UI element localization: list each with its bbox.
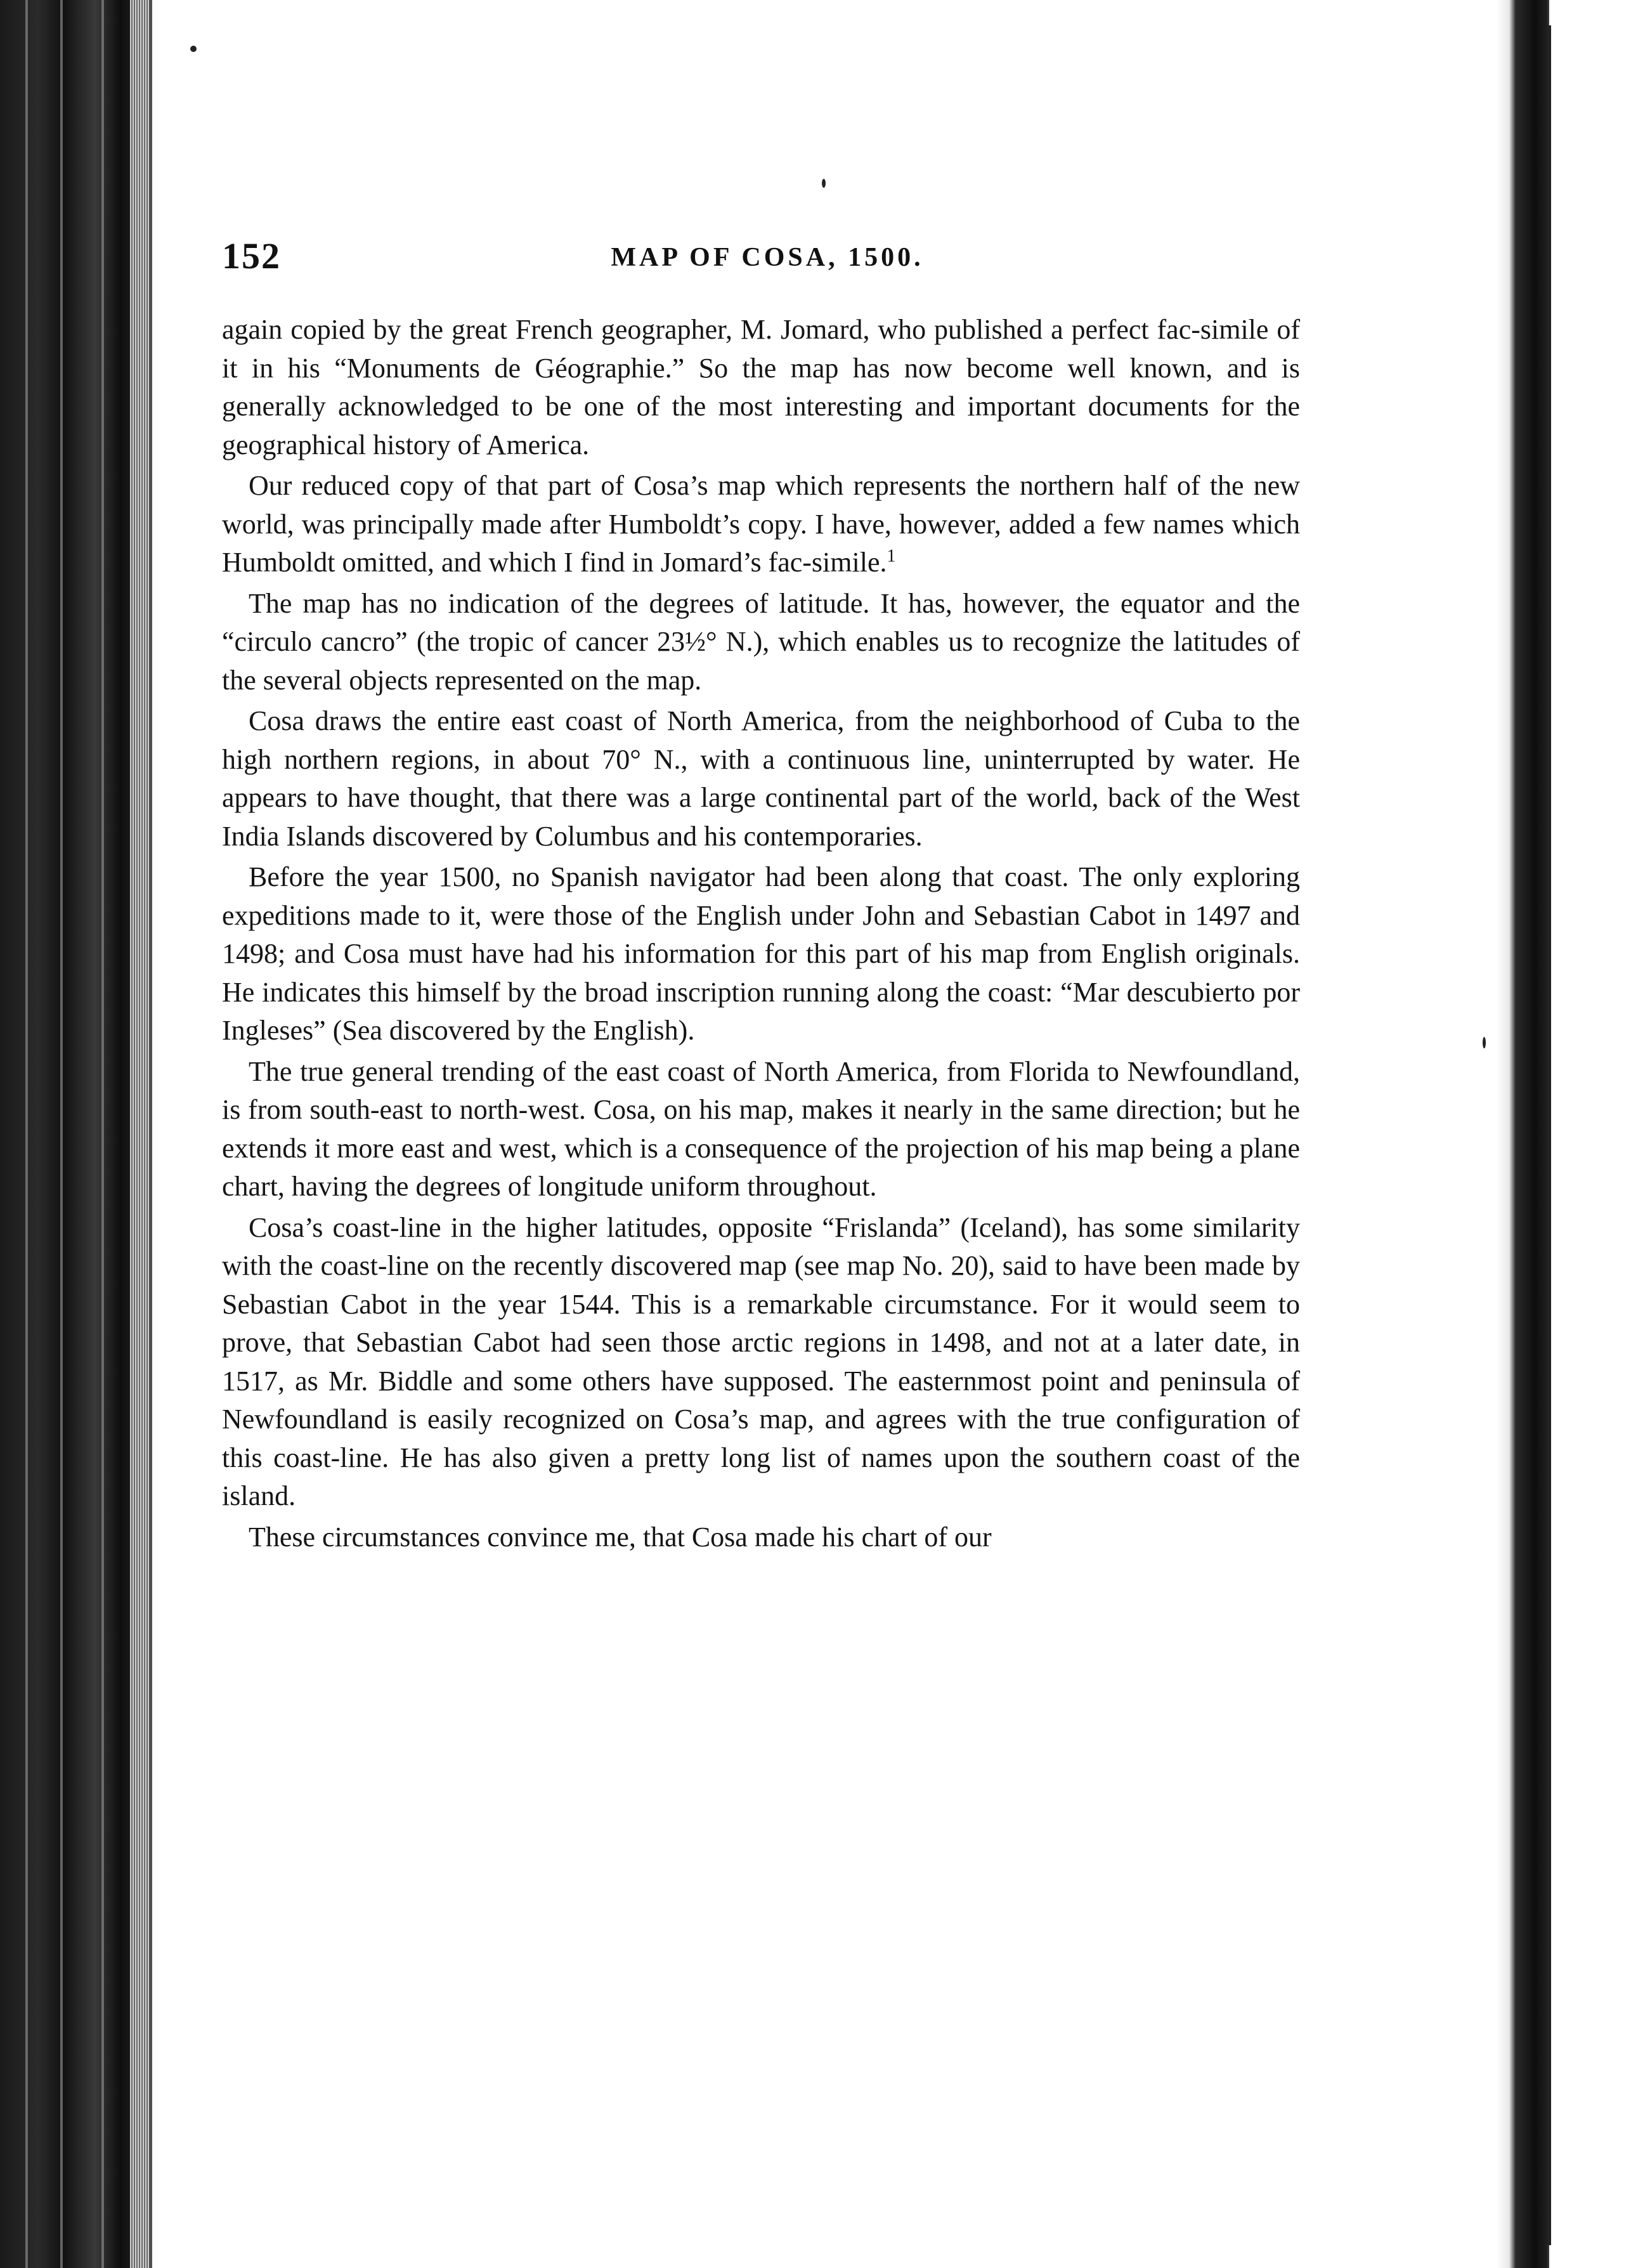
running-title: MAP OF COSA, 1500. [611, 243, 924, 272]
paragraph: Cosa draws the entire east coast of North America, from the neighborhood of Cuba to the high northern regions, in about 70° N., with a continuous line, uninterrupted by water. He appears to have thought, that there was a large continental part of the world, back of the West India Islands discovered by Columbus and his contemporaries. [222, 705, 1300, 852]
binding-line [25, 0, 28, 2268]
binding-line [101, 0, 104, 2268]
paragraph: The true general trending of the east coast of North America, from Florida to Newfoundland, is from south-east to north-west. Cosa, on his map, makes it nearly in the same direction; but he extends it more east and west, which is a consequence of the projection of his map being a plane chart, having the degrees of longitude uniform throughout. [222, 1055, 1300, 1202]
page-edges [130, 0, 149, 2268]
dust-speck [822, 179, 826, 188]
paragraph: Cosa’s coast-line in the higher latitudes, opposite “Frislanda” (Iceland), has some similarity with the coast-line on the recently discovered map (see map No. 20), said to have been made by Sebastian Cabot in the year 1544. This is a remarkable circumstance. For it would seem to prove, that Sebastian Cabot had seen those arctic regions in 1498, and not at a later date, in 1517, as Mr. Biddle and some others have supposed. The easternmost point and peninsula of Newfoundland is easily recognized on Cosa’s map, and agrees with the true configuration of this coast-line. He has also given a pretty long list of names upon the southern coast of the island. [222, 1211, 1300, 1511]
right-page-edge [1497, 0, 1547, 2268]
binding-line [60, 0, 63, 2268]
paragraph: The map has no indication of the degrees of latitude. It has, however, the equator and the “circulo cancro” (the tropic of cancer 23½° N.), which enables us to recognize the latitudes of the several objects represented on the map. [222, 587, 1300, 696]
body-text [222, 311, 1300, 1556]
paragraph: again copied by the great French geographer, M. Jomard, who published a perfect fac-simile of it in his “Monuments de Géographie.” So the map has now become well known, and is generally acknowledged to be one of the most interesting and important documents for the geographical history of America. [222, 314, 1300, 460]
paragraph: These circumstances convince me, that Cosa made his chart of our [249, 1521, 992, 1553]
page-number: 152 [222, 235, 281, 277]
adjacent-page-edge [1547, 25, 1551, 2245]
dust-speck [190, 46, 197, 52]
adjacent-page [1547, 0, 1631, 2268]
paragraph [222, 467, 1300, 582]
dust-speck [1483, 1037, 1486, 1048]
paragraph: Before the year 1500, no Spanish navigator had been along that coast. The only exploring expeditions made to it, were those of the English under John and Sebastian Cabot in 1497 and 1498; and Cosa must have had his information for this part of his map from English originals. He indicates this himself by the broad inscription running along the coast: “Mar descubierto por Ingleses” (Sea discovered by the English). [222, 861, 1300, 1046]
book-binding [0, 0, 152, 2268]
page-header [222, 235, 1313, 279]
paragraph-text: Our reduced copy of that part of Cosa’s map which represents the northern half of the new world, was principally made after Humboldt’s copy. I have, however, added a few names which Humboldt omitted, and which I find in Jomard’s fac-simile. [222, 470, 1300, 578]
footnote-mark: 1 [887, 546, 896, 566]
